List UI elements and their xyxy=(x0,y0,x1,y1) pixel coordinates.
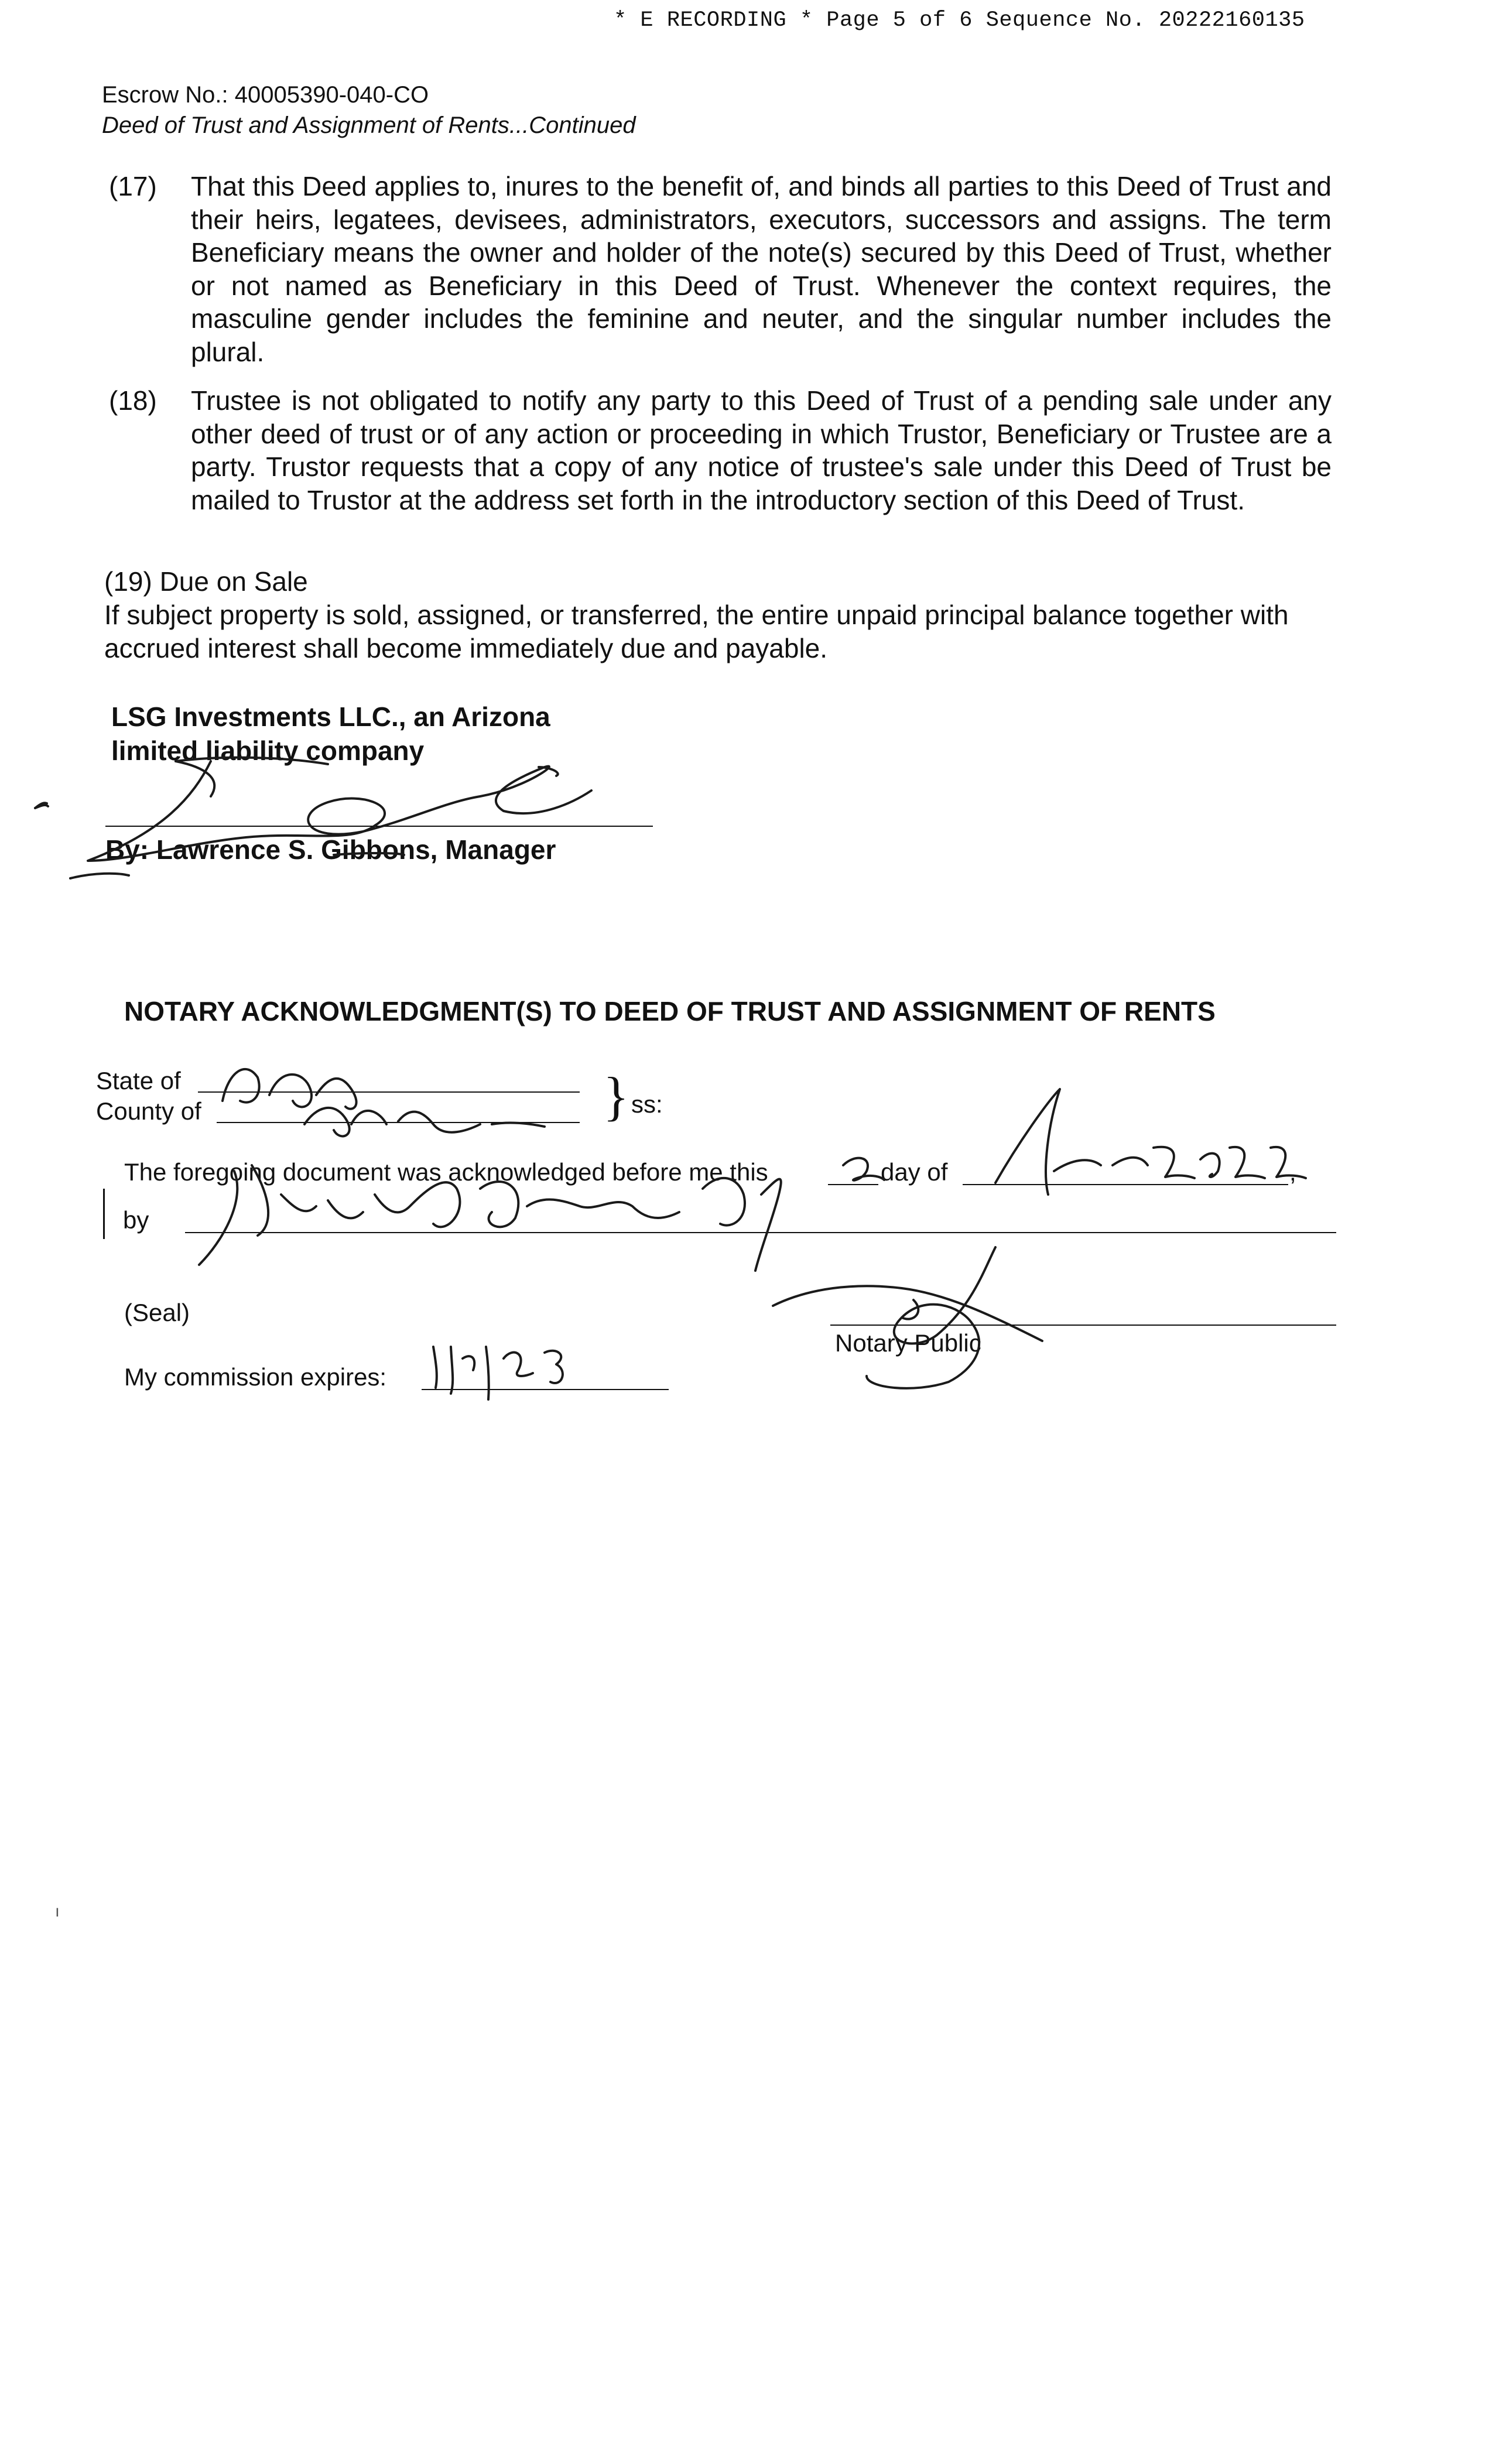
company-type-line: limited liability company xyxy=(111,735,425,766)
comma-text: , xyxy=(1289,1158,1296,1186)
notary-title: NOTARY ACKNOWLEDGMENT(S) TO DEED OF TRUST AND ASSIGNMENT OF RENTS xyxy=(124,996,1216,1026)
ss-label: ss: xyxy=(631,1090,663,1118)
paragraph-18 xyxy=(102,384,1332,551)
document-subtitle: Deed of Trust and Assignment of Rents...Continued xyxy=(102,112,636,138)
commission-date-handwriting xyxy=(433,1347,563,1399)
county-label: County of xyxy=(96,1097,201,1125)
paragraph-number: (18) xyxy=(109,385,157,416)
month-year-field-line xyxy=(963,1184,1288,1185)
by-label: by xyxy=(123,1206,149,1234)
signatory-company xyxy=(111,700,550,768)
seal-label: (Seal) xyxy=(124,1299,190,1326)
stray-mark xyxy=(35,805,48,808)
company-name-line: LSG Investments LLC., an Arizona xyxy=(111,701,550,732)
recording-stamp: * E RECORDING * Page 5 of 6 Sequence No. 20222160135 xyxy=(614,8,1305,33)
notary-public-label: Notary Public xyxy=(835,1329,981,1357)
stray-mark: ı xyxy=(55,1902,60,1920)
day-of-label: day of xyxy=(881,1158,948,1186)
day-field-line xyxy=(828,1184,878,1185)
paragraph-text: That this Deed applies to, inures to the benefit of, and binds all parties to this Deed of Trust and their heirs, legatees, devisees, administrators, executors, successors and assigns. The term Beneficiary means the owner and holder of the note(s) secured by this Deed of Trust, whether or not named as Beneficiary in this Deed of Trust. Whenever the context requires, the masculine gender includes the feminine and neuter, and the singular number includes the plural. xyxy=(191,171,1332,367)
notary-signature-line xyxy=(830,1325,1336,1326)
acknowledgment-text: The foregoing document was acknowledged before me this xyxy=(124,1158,768,1186)
commission-expires-label: My commission expires: xyxy=(124,1363,387,1391)
paragraph-19-text: If subject property is sold, assigned, or transferred, the entire unpaid principal balance together with accrued interest shall become immediately due and payable. xyxy=(104,600,1289,663)
commission-date-line xyxy=(422,1389,669,1390)
state-label: State of xyxy=(96,1067,181,1094)
paragraph-19-heading: (19) Due on Sale xyxy=(104,566,308,597)
signature-line xyxy=(105,826,653,827)
escrow-number: Escrow No.: 40005390-040-CO xyxy=(102,82,429,108)
state-field-line xyxy=(198,1091,580,1093)
month-handwriting xyxy=(995,1089,1148,1195)
brace-symbol: } xyxy=(603,1066,629,1126)
paragraph-number: (17) xyxy=(109,171,157,201)
day-handwriting xyxy=(843,1158,884,1180)
year-handwriting xyxy=(1154,1147,1306,1178)
paragraph-17 xyxy=(102,170,1332,369)
by-field-line xyxy=(185,1232,1336,1233)
notary-signature xyxy=(773,1247,1042,1388)
margin-mark xyxy=(103,1189,105,1239)
signer-name: By: Lawrence S. Gibbons, Manager xyxy=(105,834,556,865)
paragraph-text: Trustee is not obligated to notify any party to this Deed of Trust of a pending sale under any other deed of trust or of any action or proceeding in which Trustor, Beneficiary or Trustee are a party. Trustor requests that a copy of any notice of trustee's sale under this Deed of Trust be mailed to Trustor at the address set forth in the introductory section of this Deed of Trust. xyxy=(191,385,1332,515)
state-handwriting xyxy=(223,1069,357,1109)
county-field-line xyxy=(217,1122,580,1123)
